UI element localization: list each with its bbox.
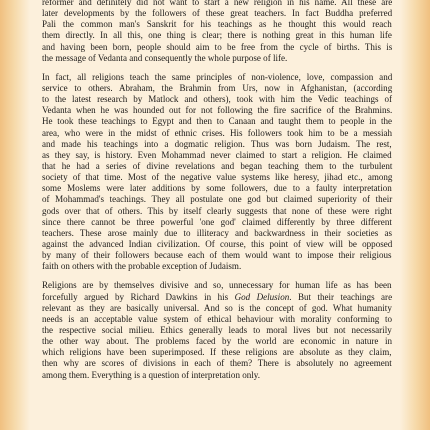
text-line: since there cannot be three powerful 'one god' claimed differently by three different [42, 216, 392, 227]
text-line: by many of their followers because each of them would want to impose their religious [42, 250, 392, 261]
paragraph-1 [42, 0, 392, 64]
text-line: He took these teachings to Egypt and then to Canaan and taught them to people in the [42, 116, 393, 127]
text-line-with-title [42, 292, 392, 303]
text-line: that he had a series of divine revelations and began teaching them to the turbulent [42, 160, 393, 171]
text-line: society of that time. Most of the negative value systems like heresy, jihad etc., among [42, 172, 393, 183]
text-line: reformer and definitely did not want to start a new religion in his name. All these are [42, 0, 393, 7]
text-line: gods over that of others. This by itself clearly suggests that none of these were right [42, 205, 392, 216]
text-segment: forcefully argued by Richard Dawkins in his [42, 291, 235, 302]
text-line: the message of Vedanta and consequently the whole purpose of life. [42, 52, 288, 63]
text-line: area, who were in the midst of ethnic crises. His followers took him to be a messiah [42, 127, 392, 138]
text-line: later developments by the followers of these great teachers. In fact Buddha preferred [42, 8, 393, 19]
text-line: In fact, all religions teach the same principles of non-violence, love, compassion and [42, 71, 393, 82]
text-line: against the advanced Indian civilization. Of course, this point of view will be opposed [42, 238, 393, 249]
text-line: the respective social milieu. Ethics generally leads to moral lives but not necessarily [42, 324, 392, 335]
text-line: Religions are by themselves divisive and so, unnecessary for human life as has been [42, 280, 392, 291]
text-line: Vedanta when he was hounded out for not following the fire sacrifice of the Brahmins. [42, 105, 393, 116]
book-title: God Delusion [234, 291, 290, 302]
text-line: relevant as they are basically universal. And so is the concept of god. What humanity [42, 302, 392, 313]
text-line: as they say, is history. Even Mohammad never claimed to start a religion. He claimed [42, 149, 392, 160]
text-line: and having been born, people should aim to be free from the cycle of births. This is [42, 41, 393, 52]
text-line: among them. Everything is a question of interpretation only. [42, 369, 260, 380]
text-line: faith on others with the probable exception of Judaism. [42, 261, 242, 272]
text-line: the other way about. The problems faced by the world are economic in nature in [42, 336, 392, 347]
paragraph-2 [42, 72, 392, 273]
body-text [42, 0, 392, 381]
text-line: service to others. Abraham, the Brahmin from Urs, now in Afghanistan, (according [42, 82, 393, 93]
text-line: needs is an acceptable value system of ethical behaviour with morality conforming to [42, 313, 393, 324]
text-line: them directly. In all this, one thing is clear; there is nothing great in this human life [42, 30, 392, 41]
text-line: of Mohammad's teachings. They all postulate one god but claimed superiority of their [42, 194, 393, 205]
text-line: Pali the common man's Sanskrit for his teachings as he thought this would reach [42, 19, 392, 30]
text-line: teachers. These arose mainly due to illiteracy and backwardness in their societies as [42, 227, 393, 238]
text-line: some Moslems were later additions by some followers, due to a faulty interpretation [42, 183, 392, 194]
text-line: which religions have been superimposed. If these religions are absolute as they claim, [42, 347, 392, 358]
paragraph-3 [42, 280, 392, 380]
text-line: to the latest research by Matlock and others), took with him the Vedic teachings of [42, 94, 393, 105]
text-line: then why are scores of divisions in each of them? There is absolutely no agreement [42, 358, 392, 369]
text-line: and made his teachings into a dogmatic religion. Thus was born Judaism. The rest, [42, 138, 392, 149]
text-segment: . But their teachings are [289, 291, 393, 302]
